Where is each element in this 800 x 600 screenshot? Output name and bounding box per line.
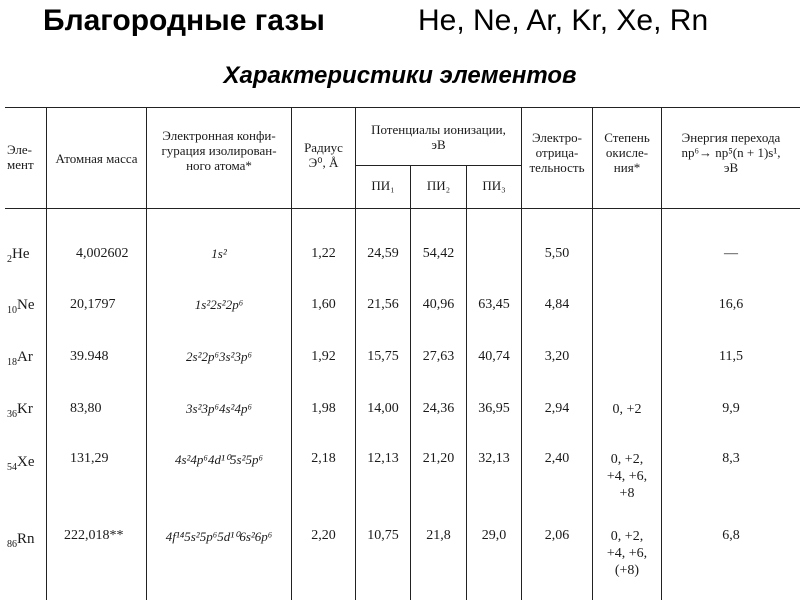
table-row-element (7, 531, 35, 550)
radius-value: 2,20 (311, 528, 336, 543)
electron-config-value: 1s² (211, 246, 227, 261)
pi2-value: 27,63 (422, 349, 455, 364)
page-subtitle: Характеристики элементов (223, 62, 577, 89)
electron-config-value: 2s²2p⁶3s²3p⁶ (186, 349, 252, 364)
pi2-value: 40,96 (422, 297, 455, 312)
electronegativity-value: 3,20 (544, 349, 570, 364)
header-radius: Радиус Э⁰, Å (304, 140, 343, 170)
electron-config-value: 1s²2s²2p⁶ (194, 297, 244, 312)
element-symbol: Rn (17, 531, 35, 547)
atomic-number: 54 (7, 462, 17, 473)
table-top-rule (5, 107, 800, 108)
header-pi3: ПИ₃ (482, 178, 506, 193)
transition-energy-value: 8,3 (722, 451, 740, 466)
element-symbol: Ne (17, 297, 35, 313)
atomic-number: 10 (7, 305, 17, 316)
table-row-element (7, 401, 33, 420)
element-symbol: Ar (17, 349, 33, 365)
title-element-list: He, Ne, Ar, Kr, Xe, Rn (418, 4, 709, 37)
pi2-value: 54,42 (422, 246, 455, 261)
pi1-value: 24,59 (367, 246, 399, 261)
oxidation-state-value: 0, +2 (612, 402, 642, 417)
pi1-value: 21,56 (367, 297, 399, 312)
pi3-value: 63,45 (478, 297, 510, 312)
radius-value: 1,60 (311, 297, 336, 312)
atomic-mass-value: 20,1797 (70, 297, 116, 312)
radius-value: 1,92 (311, 349, 336, 364)
electron-config-value: 4s²4p⁶4d¹⁰5s²5p⁶ (174, 452, 264, 467)
atomic-mass-value: 4,002602 (76, 246, 129, 261)
electronegativity-value: 2,40 (544, 451, 570, 466)
table-row-element (7, 246, 30, 265)
column-divider (46, 107, 47, 600)
pi2-value: 21,8 (426, 528, 451, 543)
header-atomic-mass: Атомная масса (55, 151, 138, 166)
electronegativity-value: 2,94 (544, 401, 570, 416)
element-symbol: Xe (17, 454, 35, 470)
header-oxidation-state: Степень окисле- ния* (604, 130, 650, 175)
transition-energy-value: 16,6 (718, 297, 744, 312)
table-header-rule (5, 208, 800, 209)
header-electron-config: Электронная конфи- гурация изолирован- ного атома* (161, 128, 277, 173)
atomic-number: 86 (7, 539, 17, 550)
element-symbol: He (12, 246, 30, 262)
header-transition-energy: Энергия перехода np⁶→ np⁵(n + 1)s¹, эВ (681, 130, 781, 175)
header-element: Эле- мент (7, 142, 34, 172)
pi2-value: 21,20 (422, 451, 455, 466)
table-row-element (7, 297, 35, 316)
atomic-number: 18 (7, 357, 17, 368)
pi3-value: 40,74 (478, 349, 510, 364)
atomic-mass-value: 222,018** (64, 528, 124, 543)
pi1-value: 14,00 (367, 401, 399, 416)
pi3-value: 32,13 (478, 451, 510, 466)
electronegativity-value: 5,50 (544, 246, 570, 261)
table-row-element (7, 349, 33, 368)
transition-energy-value: — (724, 246, 738, 261)
pi3-value: 36,95 (478, 401, 510, 416)
pi2-value: 24,36 (422, 401, 455, 416)
oxidation-state-value: 0, +2, +4, +6, +8 (606, 452, 648, 501)
atomic-mass-value: 131,29 (70, 451, 109, 466)
oxidation-state-value: 0, +2, +4, +6, (+8) (606, 529, 648, 578)
electron-config-value: 3s²3p⁶4s²4p⁶ (186, 401, 252, 416)
page-title: Благородные газы (43, 4, 325, 37)
transition-energy-value: 11,5 (719, 349, 743, 364)
radius-value: 2,18 (311, 451, 336, 466)
ionization-subheader-rule (355, 165, 521, 166)
pi1-value: 10,75 (367, 528, 399, 543)
header-pi2: ПИ₂ (426, 178, 451, 193)
radius-value: 1,22 (311, 246, 336, 261)
atomic-mass-value: 39.948 (70, 349, 109, 364)
header-electronegativity: Электро- отрица- тельность (529, 130, 585, 175)
atomic-mass-value: 83,80 (70, 401, 102, 416)
header-ionization: Потенциалы ионизации, эВ (371, 122, 506, 152)
electron-config-value: 4f¹⁴5s²5p⁶5d¹⁰6s²6p⁶ (165, 529, 273, 544)
electronegativity-value: 2,06 (544, 528, 570, 543)
table-row-element (7, 454, 35, 473)
element-symbol: Kr (17, 401, 33, 417)
pi1-value: 12,13 (367, 451, 399, 466)
transition-energy-value: 6,8 (722, 528, 740, 543)
atomic-number: 36 (7, 409, 17, 420)
transition-energy-value: 9,9 (722, 401, 740, 416)
radius-value: 1,98 (311, 401, 336, 416)
electronegativity-value: 4,84 (544, 297, 570, 312)
header-pi1: ПИ₁ (371, 178, 395, 193)
atomic-number: 2 (7, 254, 12, 265)
pi3-value: 29,0 (481, 528, 507, 543)
pi1-value: 15,75 (367, 349, 399, 364)
column-divider (592, 107, 593, 600)
